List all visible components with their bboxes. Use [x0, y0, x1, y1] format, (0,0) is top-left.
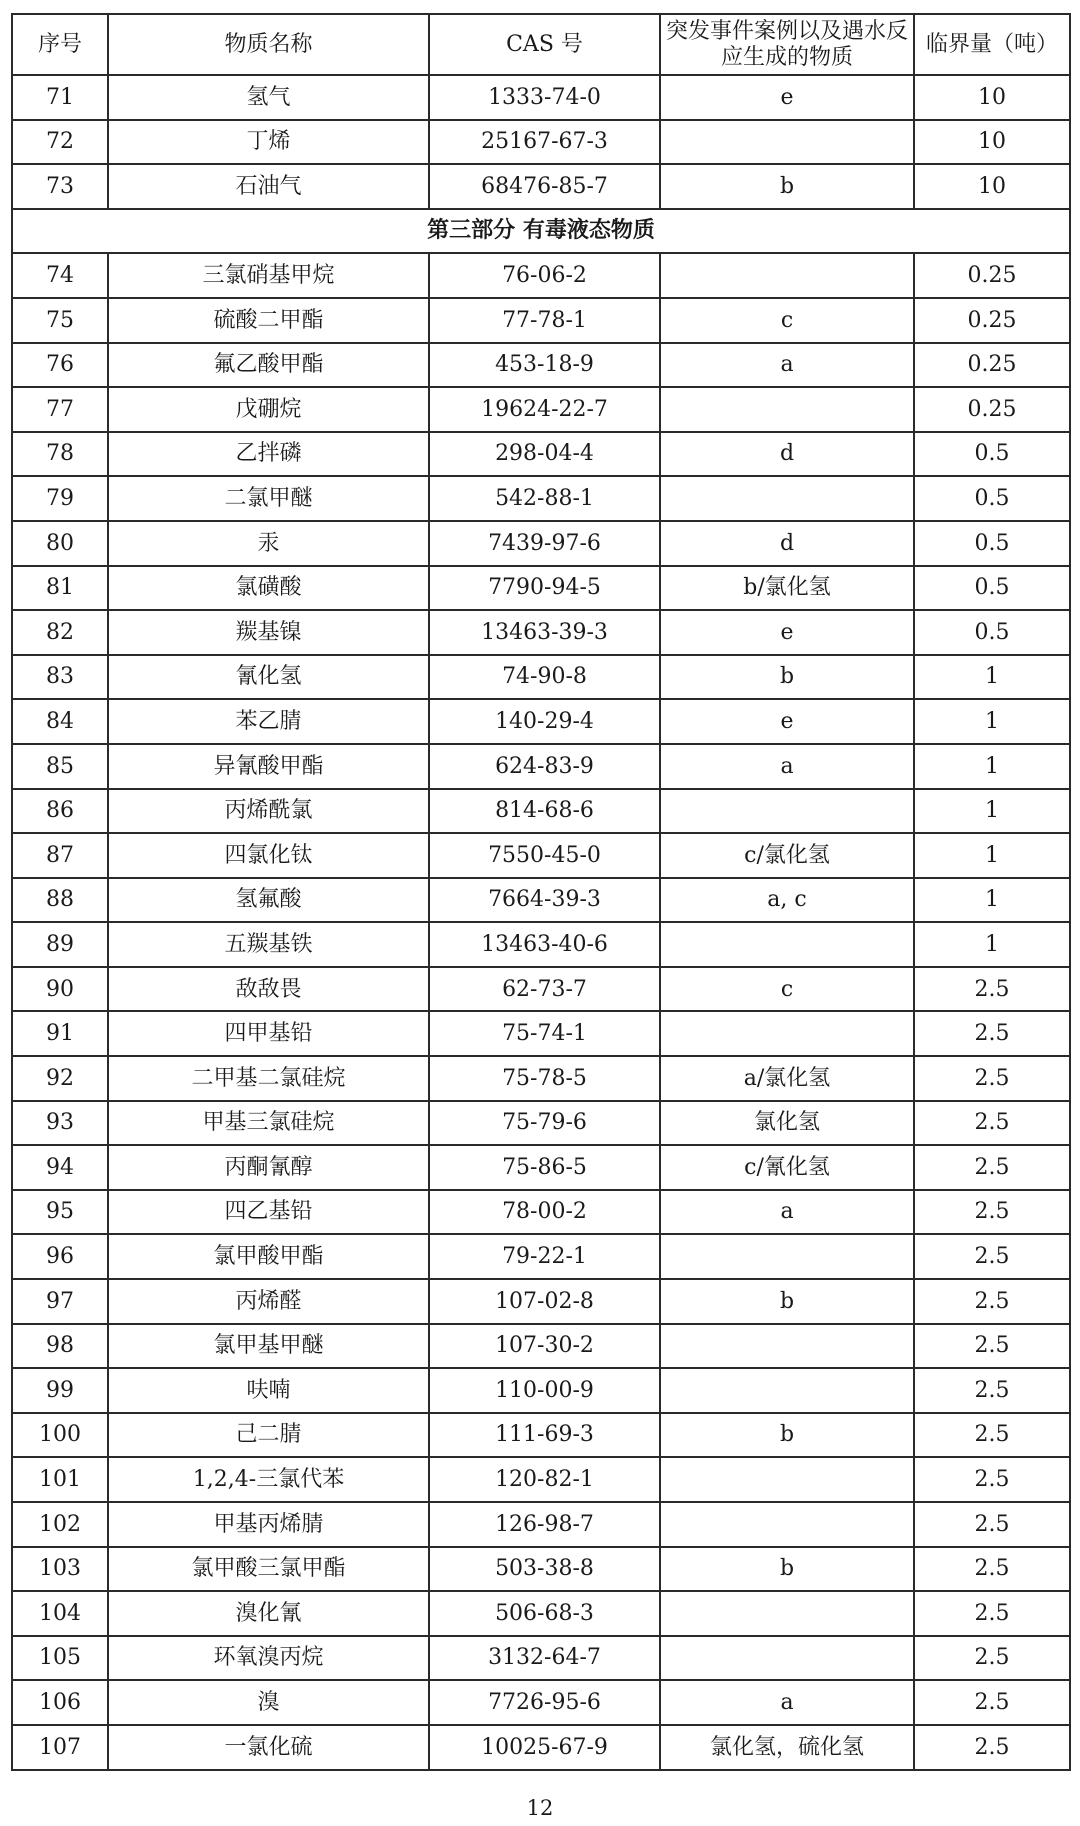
cell-incident-case: e — [660, 699, 914, 744]
table-row — [12, 1591, 1070, 1636]
cell-incident-case: a, c — [660, 878, 914, 923]
cell-serial-number: 86 — [12, 789, 108, 834]
cell-serial-number: 96 — [12, 1234, 108, 1279]
cell-threshold-quantity: 1 — [914, 878, 1070, 923]
cell-serial-number: 90 — [12, 967, 108, 1012]
cell-substance-name: 环氧溴丙烷 — [108, 1636, 429, 1681]
cell-incident-case — [660, 1011, 914, 1056]
cell-serial-number: 74 — [12, 253, 108, 298]
cell-serial-number: 91 — [12, 1011, 108, 1056]
cell-cas-number: 77-78-1 — [429, 298, 660, 343]
cell-serial-number: 101 — [12, 1457, 108, 1502]
cell-serial-number: 92 — [12, 1056, 108, 1101]
cell-incident-case — [660, 1234, 914, 1279]
cell-substance-name: 丙酮氰醇 — [108, 1145, 429, 1190]
cell-substance-name: 氟乙酸甲酯 — [108, 343, 429, 388]
cell-cas-number: 78-00-2 — [429, 1190, 660, 1235]
table-body-part-three — [12, 253, 1070, 1769]
cell-threshold-quantity: 2.5 — [914, 1056, 1070, 1101]
cell-cas-number: 506-68-3 — [429, 1591, 660, 1636]
table-row — [12, 1056, 1070, 1101]
cell-incident-case: a — [660, 744, 914, 789]
cell-serial-number: 89 — [12, 922, 108, 967]
cell-serial-number: 72 — [12, 120, 108, 165]
table-row — [12, 1368, 1070, 1413]
cell-incident-case: c — [660, 967, 914, 1012]
header-incident-case: 突发事件案例以及遇水反应生成的物质 — [660, 14, 914, 75]
table-row — [12, 1457, 1070, 1502]
cell-incident-case — [660, 476, 914, 521]
cell-threshold-quantity: 1 — [914, 699, 1070, 744]
cell-substance-name: 氢气 — [108, 75, 429, 120]
cell-substance-name: 甲基丙烯腈 — [108, 1502, 429, 1547]
cell-incident-case: b — [660, 655, 914, 700]
cell-cas-number: 298-04-4 — [429, 432, 660, 477]
cell-incident-case: a — [660, 1190, 914, 1235]
cell-incident-case — [660, 1591, 914, 1636]
cell-substance-name: 异氰酸甲酯 — [108, 744, 429, 789]
table-header-row — [12, 14, 1070, 75]
table-row — [12, 655, 1070, 700]
table-row — [12, 75, 1070, 120]
cell-serial-number: 102 — [12, 1502, 108, 1547]
cell-threshold-quantity: 0.5 — [914, 432, 1070, 477]
cell-threshold-quantity: 2.5 — [914, 1457, 1070, 1502]
table-row — [12, 610, 1070, 655]
table-row — [12, 1101, 1070, 1146]
cell-threshold-quantity: 2.5 — [914, 1234, 1070, 1279]
header-threshold-quantity: 临界量（吨） — [914, 14, 1070, 75]
table-row — [12, 566, 1070, 611]
cell-serial-number: 76 — [12, 343, 108, 388]
cell-substance-name: 一氯化硫 — [108, 1725, 429, 1770]
cell-serial-number: 87 — [12, 833, 108, 878]
table-row — [12, 343, 1070, 388]
table-row — [12, 298, 1070, 343]
table-row — [12, 1413, 1070, 1458]
cell-serial-number: 75 — [12, 298, 108, 343]
cell-threshold-quantity: 2.5 — [914, 1725, 1070, 1770]
cell-substance-name: 四氯化钛 — [108, 833, 429, 878]
cell-incident-case — [660, 1502, 914, 1547]
cell-serial-number: 85 — [12, 744, 108, 789]
cell-cas-number: 126-98-7 — [429, 1502, 660, 1547]
cell-threshold-quantity: 0.25 — [914, 298, 1070, 343]
section-title-part-three: 第三部分 有毒液态物质 — [12, 209, 1070, 254]
cell-substance-name: 丁烯 — [108, 120, 429, 165]
cell-threshold-quantity: 0.5 — [914, 521, 1070, 566]
cell-cas-number: 140-29-4 — [429, 699, 660, 744]
section-heading-row — [12, 209, 1070, 254]
cell-threshold-quantity: 1 — [914, 833, 1070, 878]
cell-substance-name: 乙拌磷 — [108, 432, 429, 477]
table-body-part-two-tail — [12, 75, 1070, 209]
cell-cas-number: 7439-97-6 — [429, 521, 660, 566]
table-row — [12, 1502, 1070, 1547]
cell-threshold-quantity: 2.5 — [914, 1636, 1070, 1681]
table-row — [12, 699, 1070, 744]
cell-incident-case — [660, 1368, 914, 1413]
cell-substance-name: 三氯硝基甲烷 — [108, 253, 429, 298]
table-row — [12, 476, 1070, 521]
cell-threshold-quantity: 2.5 — [914, 1279, 1070, 1324]
cell-substance-name: 甲基三氯硅烷 — [108, 1101, 429, 1146]
cell-threshold-quantity: 2.5 — [914, 1591, 1070, 1636]
cell-incident-case — [660, 1324, 914, 1369]
table-row — [12, 878, 1070, 923]
cell-threshold-quantity: 0.5 — [914, 610, 1070, 655]
cell-threshold-quantity: 2.5 — [914, 967, 1070, 1012]
cell-substance-name: 溴化氰 — [108, 1591, 429, 1636]
table-row — [12, 1011, 1070, 1056]
cell-incident-case — [660, 253, 914, 298]
cell-incident-case — [660, 922, 914, 967]
cell-cas-number: 75-74-1 — [429, 1011, 660, 1056]
cell-substance-name: 戊硼烷 — [108, 387, 429, 432]
table-row — [12, 1324, 1070, 1369]
cell-serial-number: 94 — [12, 1145, 108, 1190]
cell-cas-number: 107-02-8 — [429, 1279, 660, 1324]
table-row — [12, 744, 1070, 789]
cell-threshold-quantity: 1 — [914, 789, 1070, 834]
cell-incident-case: c/氯化氢 — [660, 833, 914, 878]
cell-serial-number: 88 — [12, 878, 108, 923]
table-row — [12, 432, 1070, 477]
cell-incident-case: b — [660, 164, 914, 209]
cell-threshold-quantity: 10 — [914, 164, 1070, 209]
cell-threshold-quantity: 2.5 — [914, 1502, 1070, 1547]
cell-substance-name: 五羰基铁 — [108, 922, 429, 967]
cell-substance-name: 呋喃 — [108, 1368, 429, 1413]
cell-incident-case: b — [660, 1547, 914, 1592]
cell-incident-case: c — [660, 298, 914, 343]
cell-incident-case: e — [660, 610, 914, 655]
table-row — [12, 922, 1070, 967]
cell-cas-number: 13463-39-3 — [429, 610, 660, 655]
cell-threshold-quantity: 2.5 — [914, 1011, 1070, 1056]
cell-cas-number: 542-88-1 — [429, 476, 660, 521]
cell-substance-name: 二氯甲醚 — [108, 476, 429, 521]
cell-substance-name: 羰基镍 — [108, 610, 429, 655]
cell-substance-name: 四甲基铅 — [108, 1011, 429, 1056]
table-row — [12, 1680, 1070, 1725]
cell-cas-number: 110-00-9 — [429, 1368, 660, 1413]
cell-threshold-quantity: 0.25 — [914, 253, 1070, 298]
cell-threshold-quantity: 2.5 — [914, 1368, 1070, 1413]
cell-substance-name: 氰化氢 — [108, 655, 429, 700]
cell-substance-name: 己二腈 — [108, 1413, 429, 1458]
cell-cas-number: 814-68-6 — [429, 789, 660, 834]
cell-substance-name: 丙烯酰氯 — [108, 789, 429, 834]
cell-serial-number: 98 — [12, 1324, 108, 1369]
cell-serial-number: 82 — [12, 610, 108, 655]
cell-threshold-quantity: 2.5 — [914, 1101, 1070, 1146]
table-row — [12, 789, 1070, 834]
cell-threshold-quantity: 10 — [914, 75, 1070, 120]
cell-serial-number: 77 — [12, 387, 108, 432]
cell-cas-number: 79-22-1 — [429, 1234, 660, 1279]
cell-cas-number: 19624-22-7 — [429, 387, 660, 432]
table-row — [12, 253, 1070, 298]
cell-threshold-quantity: 2.5 — [914, 1190, 1070, 1235]
cell-serial-number: 71 — [12, 75, 108, 120]
cell-cas-number: 25167-67-3 — [429, 120, 660, 165]
cell-substance-name: 敌敌畏 — [108, 967, 429, 1012]
cell-incident-case: b — [660, 1413, 914, 1458]
table-row — [12, 1145, 1070, 1190]
cell-substance-name: 氯甲酸三氯甲酯 — [108, 1547, 429, 1592]
cell-serial-number: 97 — [12, 1279, 108, 1324]
cell-incident-case — [660, 1636, 914, 1681]
page-number: 12 — [526, 1796, 554, 1820]
cell-serial-number: 84 — [12, 699, 108, 744]
cell-cas-number: 111-69-3 — [429, 1413, 660, 1458]
table-body-section-heading — [12, 209, 1070, 254]
cell-substance-name: 汞 — [108, 521, 429, 566]
table-row — [12, 1279, 1070, 1324]
cell-serial-number: 95 — [12, 1190, 108, 1235]
cell-cas-number: 75-79-6 — [429, 1101, 660, 1146]
cell-threshold-quantity: 0.5 — [914, 476, 1070, 521]
table-row — [12, 1636, 1070, 1681]
cell-incident-case: a — [660, 1680, 914, 1725]
cell-cas-number: 453-18-9 — [429, 343, 660, 388]
cell-substance-name: 苯乙腈 — [108, 699, 429, 744]
cell-substance-name: 硫酸二甲酯 — [108, 298, 429, 343]
cell-cas-number: 68476-85-7 — [429, 164, 660, 209]
cell-serial-number: 79 — [12, 476, 108, 521]
hazardous-substances-table — [11, 13, 1071, 1771]
cell-cas-number: 1333-74-0 — [429, 75, 660, 120]
header-serial-number: 序号 — [12, 14, 108, 75]
header-cas-number: CAS 号 — [429, 14, 660, 75]
cell-substance-name: 氯甲酸甲酯 — [108, 1234, 429, 1279]
cell-serial-number: 105 — [12, 1636, 108, 1681]
header-substance-name: 物质名称 — [108, 14, 429, 75]
cell-incident-case — [660, 387, 914, 432]
table-row — [12, 387, 1070, 432]
cell-cas-number: 13463-40-6 — [429, 922, 660, 967]
cell-incident-case: d — [660, 432, 914, 477]
cell-cas-number: 120-82-1 — [429, 1457, 660, 1502]
cell-serial-number: 99 — [12, 1368, 108, 1413]
table-row — [12, 1190, 1070, 1235]
cell-substance-name: 四乙基铅 — [108, 1190, 429, 1235]
cell-threshold-quantity: 1 — [914, 655, 1070, 700]
table-row — [12, 164, 1070, 209]
cell-incident-case: a/氯化氢 — [660, 1056, 914, 1101]
cell-serial-number: 78 — [12, 432, 108, 477]
cell-incident-case: a — [660, 343, 914, 388]
cell-incident-case: 氯化氢，硫化氢 — [660, 1725, 914, 1770]
cell-cas-number: 75-78-5 — [429, 1056, 660, 1101]
table-row — [12, 1725, 1070, 1770]
cell-serial-number: 107 — [12, 1725, 108, 1770]
cell-substance-name: 二甲基二氯硅烷 — [108, 1056, 429, 1101]
cell-serial-number: 83 — [12, 655, 108, 700]
cell-serial-number: 106 — [12, 1680, 108, 1725]
cell-cas-number: 7664-39-3 — [429, 878, 660, 923]
cell-threshold-quantity: 2.5 — [914, 1680, 1070, 1725]
table-row — [12, 1547, 1070, 1592]
cell-serial-number: 100 — [12, 1413, 108, 1458]
cell-serial-number: 73 — [12, 164, 108, 209]
cell-substance-name: 丙烯醛 — [108, 1279, 429, 1324]
cell-incident-case: 氯化氢 — [660, 1101, 914, 1146]
cell-threshold-quantity: 0.5 — [914, 566, 1070, 611]
cell-incident-case: d — [660, 521, 914, 566]
cell-cas-number: 624-83-9 — [429, 744, 660, 789]
cell-threshold-quantity: 0.25 — [914, 387, 1070, 432]
cell-cas-number: 107-30-2 — [429, 1324, 660, 1369]
cell-cas-number: 75-86-5 — [429, 1145, 660, 1190]
table-row — [12, 1234, 1070, 1279]
cell-cas-number: 62-73-7 — [429, 967, 660, 1012]
cell-serial-number: 80 — [12, 521, 108, 566]
table-row — [12, 833, 1070, 878]
cell-cas-number: 3132-64-7 — [429, 1636, 660, 1681]
cell-serial-number: 103 — [12, 1547, 108, 1592]
cell-cas-number: 503-38-8 — [429, 1547, 660, 1592]
cell-substance-name: 溴 — [108, 1680, 429, 1725]
cell-threshold-quantity: 2.5 — [914, 1145, 1070, 1190]
cell-cas-number: 7550-45-0 — [429, 833, 660, 878]
cell-serial-number: 104 — [12, 1591, 108, 1636]
cell-incident-case: b — [660, 1279, 914, 1324]
cell-cas-number: 74-90-8 — [429, 655, 660, 700]
table-row — [12, 120, 1070, 165]
cell-threshold-quantity: 1 — [914, 744, 1070, 789]
cell-incident-case: b/氯化氢 — [660, 566, 914, 611]
table-row — [12, 967, 1070, 1012]
cell-incident-case — [660, 1457, 914, 1502]
cell-serial-number: 81 — [12, 566, 108, 611]
cell-substance-name: 氢氟酸 — [108, 878, 429, 923]
cell-incident-case: e — [660, 75, 914, 120]
cell-substance-name: 氯甲基甲醚 — [108, 1324, 429, 1369]
cell-serial-number: 93 — [12, 1101, 108, 1146]
cell-cas-number: 7790-94-5 — [429, 566, 660, 611]
cell-threshold-quantity: 2.5 — [914, 1324, 1070, 1369]
cell-threshold-quantity: 2.5 — [914, 1413, 1070, 1458]
cell-substance-name: 氯磺酸 — [108, 566, 429, 611]
cell-threshold-quantity: 10 — [914, 120, 1070, 165]
cell-substance-name: 1,2,4-三氯代苯 — [108, 1457, 429, 1502]
cell-cas-number: 76-06-2 — [429, 253, 660, 298]
cell-substance-name: 石油气 — [108, 164, 429, 209]
table-row — [12, 521, 1070, 566]
cell-incident-case — [660, 120, 914, 165]
cell-incident-case: c/氰化氢 — [660, 1145, 914, 1190]
cell-threshold-quantity: 1 — [914, 922, 1070, 967]
cell-threshold-quantity: 2.5 — [914, 1547, 1070, 1592]
cell-threshold-quantity: 0.25 — [914, 343, 1070, 388]
cell-cas-number: 7726-95-6 — [429, 1680, 660, 1725]
cell-incident-case — [660, 789, 914, 834]
cell-cas-number: 10025-67-9 — [429, 1725, 660, 1770]
